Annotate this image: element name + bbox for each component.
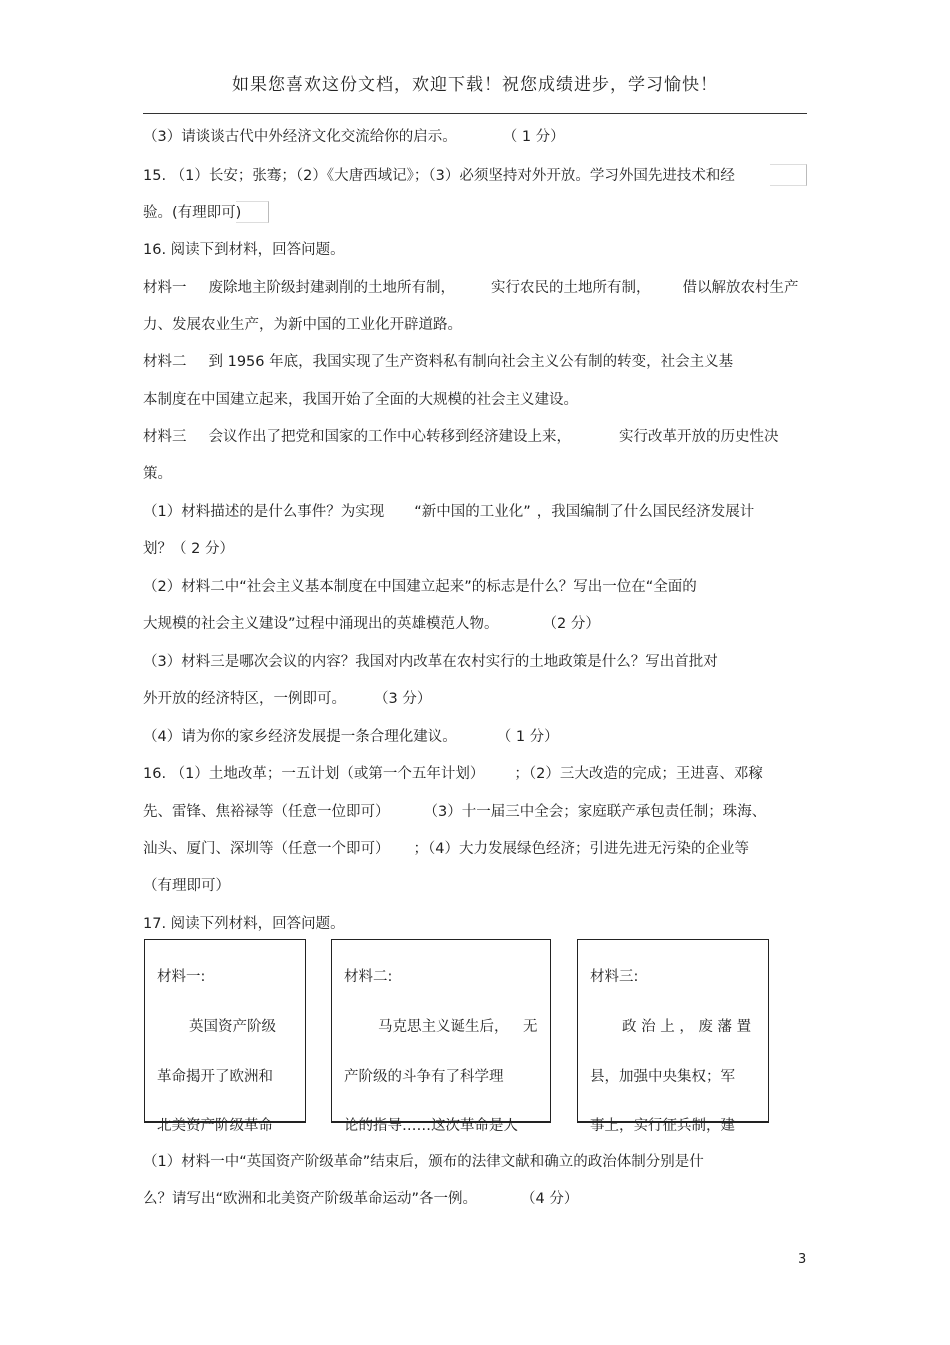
question-16-3-cont (143, 687, 431, 708)
points: （2 分） (542, 616, 600, 632)
page-number: 3 (798, 1252, 807, 1267)
box-text: 论的指导……这次革命是人 (344, 1118, 518, 1134)
text: 汕头、厦门、深圳等（任意一个即可） (143, 841, 390, 857)
box-bottom-edge (144, 1121, 306, 1123)
text: 废除地主阶级封建剥削的土地所有制， (208, 280, 455, 296)
answer-16-cont: （有理即可） (143, 878, 230, 894)
answer-16 (143, 762, 763, 783)
question-16-2-cont (143, 612, 600, 633)
box-text: 产阶级的斗争有了科学理 (344, 1069, 504, 1085)
points: （4 分） (521, 1191, 579, 1207)
header-divider (143, 113, 807, 114)
text: 借以解放农村生产 (682, 280, 799, 296)
label: 材料三 (143, 429, 187, 445)
material-box-two (331, 939, 551, 1134)
box-bottom-edge (331, 1121, 551, 1123)
answer-16-cont (143, 837, 749, 858)
text: 16. （1）土地改革；一五计划（或第一个五年计划） (143, 766, 485, 782)
points: （3 分） (374, 691, 432, 707)
box-text: 北美资产阶级革命 (157, 1118, 273, 1134)
text: 会议作出了把党和国家的工作中心转移到经济建设上来， (208, 429, 571, 445)
text: 到 1956 年底，我国实现了生产资料私有制向社会主义公有制的转变，社会主义基 (208, 354, 734, 370)
text: （3）请谈谈古代中外经济文化交流给你的启示。 (143, 129, 457, 145)
box-text: 政 治 上 ， 废 藩 置 (622, 1019, 752, 1035)
points: （ 1 分） (496, 729, 559, 745)
text: 先、雷锋、焦裕禄等（任意一位即可） (143, 804, 390, 820)
text: 实行改革开放的历史性决 (619, 429, 779, 445)
text: ；（2）三大改造的完成；王进喜、邓稼 (514, 766, 763, 782)
question-16-4 (143, 725, 559, 746)
text: “新中国的工业化” (414, 504, 531, 520)
material-two-cont: 本制度在中国建立起来，我国开始了全面的大规模的社会主义建设。 (143, 392, 578, 408)
box-title: 材料三: (590, 969, 639, 985)
scan-artifact-box (770, 164, 807, 186)
question-17-1-cont (143, 1187, 578, 1208)
box-text: 革命揭开了欧洲和 (157, 1069, 273, 1085)
question-16-3: （3）材料三是哪次会议的内容？我国对内改革在农村实行的土地政策是什么？写出首批对 (143, 654, 718, 670)
material-one-cont: 力、发展农业生产，为新中国的工业化开辟道路。 (143, 317, 462, 333)
text: （1）材料描述的是什么事件？为实现 (143, 504, 385, 520)
material-two (143, 350, 733, 371)
text: 大规模的社会主义建设”过程中涌现出的英雄模范人物。 (143, 616, 499, 632)
question-17-heading: 17. 阅读下列材料，回答问题。 (143, 916, 345, 932)
question-16-1 (143, 500, 754, 521)
material-box-one (144, 939, 306, 1134)
material-box-three (577, 939, 769, 1134)
box-text: 英国资产阶级 (189, 1019, 276, 1035)
label: 材料一 (143, 280, 187, 296)
box-text: 无 (523, 1019, 538, 1035)
answer-16-cont (143, 800, 766, 821)
box-text: 事上，实行征兵制，建 (590, 1118, 735, 1134)
text: ；（4）大力发展绿色经济；引进先进无污染的企业等 (413, 841, 749, 857)
material-three (143, 425, 779, 446)
text: ，我国编制了什么国民经济发展计 (536, 504, 755, 520)
page-header-title: 如果您喜欢这份文档，欢迎下载！祝您成绩进步，学习愉快！ (232, 75, 718, 95)
question-16-2: （2）材料二中“社会主义基本制度在中国建立起来”的标志是什么？写出一位在“全面的 (143, 579, 697, 595)
question-16-1-cont: 划？（ 2 分） (143, 541, 234, 557)
box-title: 材料二: (344, 969, 393, 985)
text: 么？请写出“欧洲和北美资产阶级革命运动”各一例。 (143, 1191, 478, 1207)
material-three-cont: 策。 (143, 466, 172, 482)
text: （3）十一届三中全会；家庭联产承包责任制；珠海、 (423, 804, 767, 820)
box-bottom-edge (577, 1121, 769, 1123)
question-16-heading: 16. 阅读下到材料，回答问题。 (143, 242, 345, 258)
material-one (143, 276, 799, 297)
box-title: 材料一: (157, 969, 206, 985)
answer-15: 15. （1）长安；张骞；（2）《大唐西域记》；（3）必须坚持对外开放。学习外国先进技术和经 (143, 168, 735, 184)
points: （ 1 分） (502, 129, 565, 145)
answer-15-cont: 验。(有理即可) (143, 205, 242, 221)
text: 外开放的经济特区，一例即可。 (143, 691, 346, 707)
text: （4）请为你的家乡经济发展提一条合理化建议。 (143, 729, 457, 745)
text: 实行农民的土地所有制， (491, 280, 651, 296)
question-14-3 (143, 125, 565, 146)
label: 材料二 (143, 354, 187, 370)
box-text: 马克思主义诞生后， (378, 1019, 509, 1035)
question-17-1: （1）材料一中“英国资产阶级革命”结束后，颁布的法律文献和确立的政治体制分别是什 (143, 1154, 704, 1170)
box-text: 县，加强中央集权；军 (590, 1069, 735, 1085)
